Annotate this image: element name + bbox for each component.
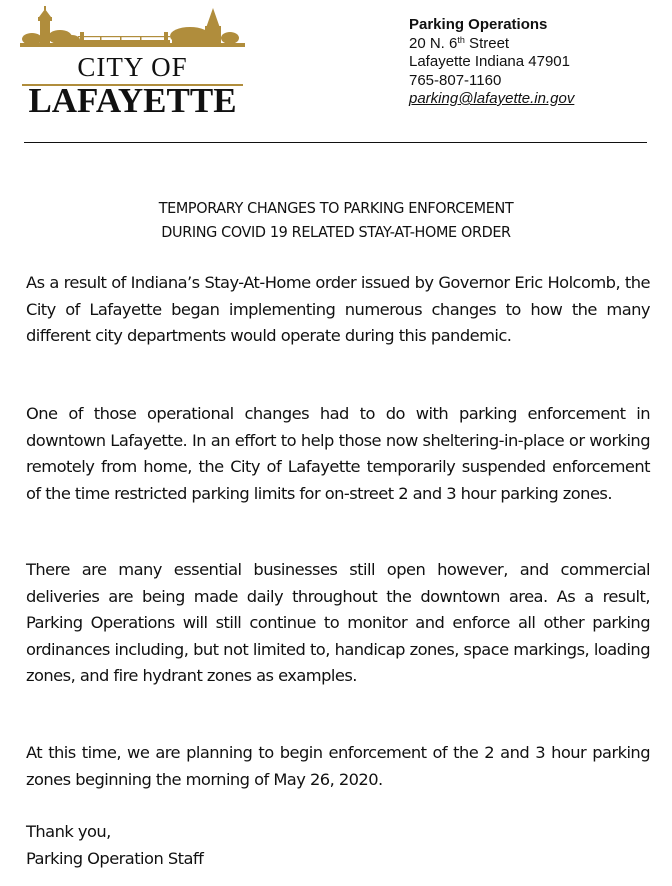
closing-thanks: Thank you, — [26, 822, 111, 841]
document-title — [24, 196, 649, 244]
contact-email-link[interactable]: parking@lafayette.in.gov — [409, 90, 575, 107]
paragraph-1: As a result of Indiana’s Stay-At-Home order issued by Governor Eric Holcomb, the City of Lafayette began implementing numerous changes to how the many different city departments would operate during this pandemic. — [26, 273, 650, 345]
contact-org: Parking Operations — [409, 16, 548, 33]
contact-block — [409, 16, 574, 109]
contact-city: Lafayette Indiana 47901 — [409, 53, 570, 70]
title-line-1: TEMPORARY CHANGES TO PARKING ENFORCEMENT — [158, 199, 514, 217]
logo-text-city-of: CITY OF — [77, 52, 188, 82]
skyline-icon — [20, 6, 245, 50]
paragraph-3: There are many essential businesses still open however, and commercial deliveries are being made daily throughout the downtown area. As a result, Parking Operations will still continue to monitor and enforce all other parking ordinances including, but not limited to, handicap zones, space markings, loading zones, and fire hydrant zones as examples. — [26, 560, 650, 685]
street-suffix: th — [457, 34, 465, 45]
street-name: Street — [464, 34, 510, 52]
paragraph-4: At this time, we are planning to begin enforcement of the 2 and 3 hour parking zones beginning the morning of May 26, 2020. — [26, 743, 650, 789]
contact-street — [409, 35, 574, 54]
closing-signature: Parking Operation Staff — [26, 848, 204, 868]
contact-phone: 765-807-1160 — [409, 71, 502, 89]
city-logo — [20, 6, 245, 120]
logo-text-lafayette: LAFAYETTE — [28, 81, 237, 120]
header-divider — [24, 142, 647, 143]
street-number: 20 N. 6 — [409, 34, 458, 52]
paragraph-2: One of those operational changes had to do with parking enforcement in downtown Lafayette. In an effort to help those now sheltering-in-place or working remotely from home, the City of Lafayette temporarily suspended enforcement of the time restricted parking limits for on-street 2 and 3 hour parking zones. — [26, 404, 650, 503]
closing — [26, 819, 650, 872]
title-line-2: DURING COVID 19 RELATED STAY-AT-HOME ORDER — [161, 223, 511, 241]
